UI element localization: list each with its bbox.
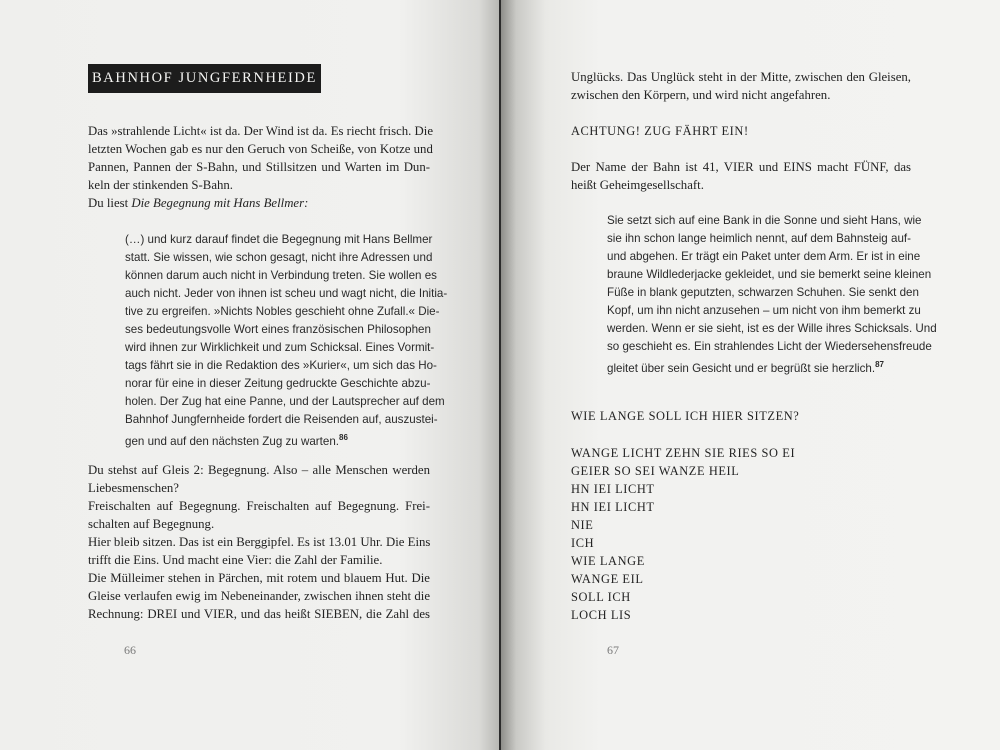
poem-line: HN IEI LICHT xyxy=(571,500,655,514)
book-title: Die Begegnung mit Hans Bellmer: xyxy=(131,196,309,210)
quote-line: und abgehen. Er trägt ein Paket unter dem Arm. Er ist in eine xyxy=(607,250,921,263)
footnote-marker: 87 xyxy=(875,360,884,369)
quote-line: statt. Sie wissen, wie schon gesagt, nicht ihre Adressen und xyxy=(125,251,433,264)
quote-line: norar für eine in dieser Zeitung gedruckte Geschichte abzu- xyxy=(125,377,431,390)
quote-line: Kopf, um ihn nicht anzusehen – um nicht von ihm bemerkt zu xyxy=(607,304,921,317)
left-paragraph-2 xyxy=(88,461,430,623)
footnote-marker: 86 xyxy=(339,433,348,442)
text-line: Die Mülleimer stehen in Pärchen, mit rotem und blauem Hut. Die xyxy=(88,571,430,585)
right-page xyxy=(501,0,1000,750)
quote-last-text: gen und auf den nächsten Zug zu warten. xyxy=(125,435,339,448)
poem-line: HN IEI LICHT xyxy=(571,482,655,496)
poem-line: SOLL ICH xyxy=(571,590,631,604)
quote-line: so geschieht es. Ein strahlendes Licht der Wiedersehensfreude xyxy=(607,340,932,353)
poem-line: WANGE EIL xyxy=(571,572,644,586)
left-page xyxy=(0,0,499,750)
poem-line: WANGE LICHT ZEHN SIE RIES SO EI xyxy=(571,446,796,460)
train-announcement: ACHTUNG! ZUG FÄHRT EIN! xyxy=(571,124,749,138)
right-quote xyxy=(607,212,937,378)
left-paragraph-1 xyxy=(88,122,434,212)
text-line: Freischalten auf Begegnung. Freischalten auf Begegnung. Frei- xyxy=(88,499,430,513)
quote-line: können darum auch nicht in Verbindung treten. Sie wollen es xyxy=(125,269,437,282)
quote-line: holen. Der Zug hat eine Panne, und der Lautsprecher auf dem xyxy=(125,395,445,408)
text-line: Hier bleib sitzen. Das ist ein Berggipfel. Es ist 13.01 Uhr. Die Eins xyxy=(88,535,431,549)
poem-line: WIE LANGE xyxy=(571,554,645,568)
poem xyxy=(571,444,795,624)
text-line: Der Name der Bahn ist 41, VIER und EINS macht FÜNF, das xyxy=(571,160,911,174)
text-line: schalten auf Begegnung. xyxy=(88,517,215,531)
quote-line: Bahnhof Jungfernheide fordert die Reisenden auf, auszustei- xyxy=(125,413,438,426)
quote-line: Füße in blank geputzten, schwarzen Schuhen. Sie senkt den xyxy=(607,286,919,299)
text-line: zwischen den Körpern, und wird nicht angefahren. xyxy=(571,88,831,102)
text-line: Du stehst auf Gleis 2: Begegnung. Also – alle Menschen werden xyxy=(88,463,430,477)
text-line: Rechnung: DREI und VIER, und das heißt SIEBEN, die Zahl des xyxy=(88,607,430,621)
reading-prefix: Du liest xyxy=(88,196,132,210)
poem-line: GEIER SO SEI WANZE HEIL xyxy=(571,464,740,478)
quote-line xyxy=(607,356,911,378)
poem-line: NIE xyxy=(571,518,594,532)
page-number-left: 66 xyxy=(124,643,136,657)
text-line: heißt Geheimgesellschaft. xyxy=(571,178,704,192)
chapter-heading: BAHNHOF JUNGFERNHEIDE xyxy=(88,64,321,93)
quote-line: werden. Wenn er sie sieht, ist es der Wille ihres Schicksals. Und xyxy=(607,322,937,335)
text-line: trifft die Eins. Und macht eine Vier: die Zahl der Familie. xyxy=(88,553,383,567)
text-line: Das »strahlende Licht« ist da. Der Wind ist da. Es riecht frisch. Die xyxy=(88,124,434,138)
quote-last-text: gleitet über sein Gesicht und er begrüßt sie herzlich. xyxy=(607,362,876,375)
quote-line: wird ihnen zur Wirklichkeit und zum Schicksal. Eines Vormit- xyxy=(125,341,435,354)
text-line: Unglücks. Das Unglück steht in der Mitte, zwischen den Gleisen, xyxy=(571,70,911,84)
reading-line xyxy=(88,194,430,212)
text-line: letzten Wochen gab es nur den Geruch von Scheiße, von Kotze und xyxy=(88,142,433,156)
question-line: WIE LANGE SOLL ICH HIER SITZEN? xyxy=(571,409,800,423)
quote-line: tags fährt sie in die Redaktion des »Kurier«, um sich das Ho- xyxy=(125,359,437,372)
page-number-right: 67 xyxy=(607,643,619,657)
quote-line: tive zu ergreifen. »Nichts Nobles geschieht ohne Zufall.« Die- xyxy=(125,305,440,318)
text-line: Pannen, Pannen der S-Bahn, und Stillsitzen und Warten im Dun- xyxy=(88,160,430,174)
quote-line xyxy=(125,429,430,451)
poem-line: ICH xyxy=(571,536,595,550)
left-quote xyxy=(125,231,448,451)
quote-line: auch nicht. Jeder von ihnen ist scheu und wagt nicht, die Initia- xyxy=(125,287,448,300)
quote-line: Sie setzt sich auf eine Bank in die Sonne und sieht Hans, wie xyxy=(607,214,922,227)
text-line: Gleise verlaufen ewig im Nebeneinander, zwischen ihnen steht die xyxy=(88,589,430,603)
right-paragraph-2 xyxy=(571,158,911,194)
quote-line: braune Wildlederjacke gekleidet, und sie bemerkt seine kleinen xyxy=(607,268,932,281)
quote-line: (…) und kurz darauf findet die Begegnung mit Hans Bellmer xyxy=(125,233,433,246)
text-line: Liebesmenschen? xyxy=(88,481,179,495)
quote-line: sie ihn schon lange heimlich nennt, auf dem Bahnsteig auf- xyxy=(607,232,911,245)
poem-line: LOCH LIS xyxy=(571,608,632,622)
quote-line: ses bedeutungsvolle Wort eines französischen Philosophen xyxy=(125,323,431,336)
text-line: keln der stinkenden S-Bahn. xyxy=(88,178,234,192)
right-paragraph-1 xyxy=(571,68,911,104)
